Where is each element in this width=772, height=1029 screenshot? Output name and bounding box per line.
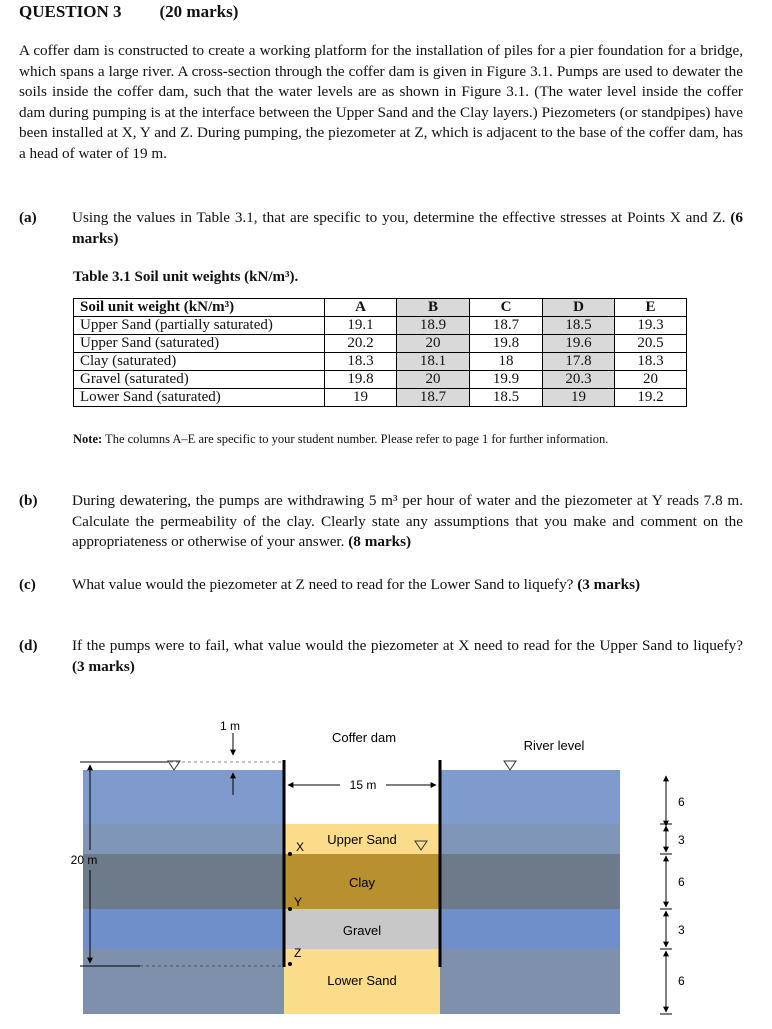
table-cell: 18 xyxy=(470,353,543,371)
table-row xyxy=(74,389,687,407)
point-z-label: Z xyxy=(294,946,302,960)
point-y-marker xyxy=(288,907,292,911)
table-cell: Gravel (saturated) xyxy=(74,371,325,389)
width-dimension-label: 15 m xyxy=(349,778,377,792)
thickness-label: 3 xyxy=(678,833,685,847)
soil-unit-weight-table xyxy=(73,298,687,407)
question-intro: A coffer dam is constructed to create a working platform for the installation of piles for a pier foundation for a bridge, which spans a large river. A cross-section through the coffer dam is given in Figure 3.1. Pumps are used to dewater the soils inside the coffer dam, such that the water levels are as shown in Figure 3.1. (The water level inside the coffer dam during pumping is at the interface between the Upper Sand and the Clay layers.) Piezometers (or standpipes) have been installed at X, Y and Z. During pumping, the piezometer at Z, which is adjacent to the base of the coffer dam, has a head of water of 19 m. xyxy=(19,42,743,162)
point-z-marker xyxy=(288,962,292,966)
table-header-cell: E xyxy=(615,299,687,317)
part-c-marks: (3 marks) xyxy=(577,576,641,593)
part-c-text: What value would the piezometer at Z need to read for the Lower Sand to liquefy? xyxy=(72,576,578,593)
table-cell: 18.9 xyxy=(397,317,470,335)
part-d-text: If the pumps were to fail, what value would the piezometer at X need to read for the Upper Sand to liquefy? xyxy=(72,637,743,654)
table-cell: 20 xyxy=(615,371,687,389)
table-note-label: Note: xyxy=(73,432,103,446)
part-c xyxy=(19,575,743,596)
table-cell: 19.3 xyxy=(615,317,687,335)
part-a-label: (a) xyxy=(19,209,37,226)
right-lower-sand-layer xyxy=(440,949,620,1014)
right-upper-sand-layer xyxy=(440,824,620,854)
table-cell: 18.5 xyxy=(470,389,543,407)
thickness-label: 3 xyxy=(678,923,685,937)
question-heading xyxy=(19,2,238,22)
point-x-marker xyxy=(288,852,292,856)
thickness-label: 6 xyxy=(678,795,685,809)
table-cell: 19.8 xyxy=(470,335,543,353)
table-cell: 18.5 xyxy=(543,317,615,335)
table-cell: Lower Sand (saturated) xyxy=(74,389,325,407)
part-a-text: Using the values in Table 3.1, that are specific to you, determine the effective stresses at Points X and Z. xyxy=(72,209,731,226)
table-cell: 20.2 xyxy=(325,335,397,353)
point-y-label: Y xyxy=(294,895,303,909)
question-marks: (20 marks) xyxy=(159,2,239,21)
lower-sand-label: Lower Sand xyxy=(327,973,397,988)
height-dimension-label: 20 m xyxy=(70,853,98,867)
table-cell: 19 xyxy=(543,389,615,407)
table-header-row xyxy=(74,299,687,317)
table-row xyxy=(74,335,687,353)
water-level-triangle-right xyxy=(504,761,516,770)
table-cell: 19.6 xyxy=(543,335,615,353)
right-water-layer xyxy=(440,770,620,824)
clay-label: Clay xyxy=(348,875,376,890)
right-gravel-layer xyxy=(440,909,620,949)
table-cell: 19 xyxy=(325,389,397,407)
table-cell: 17.8 xyxy=(543,353,615,371)
left-lower-sand-layer xyxy=(83,949,284,1014)
table-header-cell: Soil unit weight (kN/m³) xyxy=(74,299,325,317)
thickness-dimensions xyxy=(660,776,685,1014)
river-level-label: River level xyxy=(523,738,585,753)
part-b-marks: (8 marks) xyxy=(348,533,412,551)
table-cell: 19.1 xyxy=(325,317,397,335)
table-row xyxy=(74,371,687,389)
part-a-marks: (6 marks) xyxy=(72,209,743,247)
table-cell: Clay (saturated) xyxy=(74,353,325,371)
table-row xyxy=(74,317,687,335)
coffer-dam-label: Coffer dam xyxy=(331,730,397,745)
table-header-cell: A xyxy=(325,299,397,317)
part-d xyxy=(19,636,743,677)
thickness-label: 6 xyxy=(678,974,685,988)
table-cell: 20.3 xyxy=(543,371,615,389)
table-row xyxy=(74,353,687,371)
upper-sand-label: Upper Sand xyxy=(327,832,397,847)
table-header-cell: B xyxy=(397,299,470,317)
table-caption: Table 3.1 Soil unit weights (kN/m³). xyxy=(73,269,299,285)
table-cell: Upper Sand (saturated) xyxy=(74,335,325,353)
table-cell: 18.1 xyxy=(397,353,470,371)
part-b-text: During dewatering, the pumps are withdrawing 5 m³ per hour of water and the piezometer at Y reads 7.8 m. Calculate the permeability of the clay. Clearly state any assumptions that you make and comment on the appropriateness or otherwise of your answer. xyxy=(72,492,743,551)
table-cell: Upper Sand (partially saturated) xyxy=(74,317,325,335)
left-clay-layer xyxy=(83,854,284,909)
thickness-label: 6 xyxy=(678,875,685,889)
table-header-cell: C xyxy=(470,299,543,317)
left-upper-sand-layer xyxy=(83,824,284,854)
point-x-label: X xyxy=(296,840,305,854)
left-water-layer xyxy=(83,770,284,824)
coffer-dam-cross-section xyxy=(0,700,772,1024)
table-cell: 19.9 xyxy=(470,371,543,389)
part-b-label: (b) xyxy=(19,492,38,509)
part-c-label: (c) xyxy=(19,576,36,593)
table-cell: 20 xyxy=(397,335,470,353)
table-cell: 19.2 xyxy=(615,389,687,407)
table-cell: 20 xyxy=(397,371,470,389)
table-header-cell: D xyxy=(543,299,615,317)
table-cell: 18.7 xyxy=(470,317,543,335)
table-cell: 20.5 xyxy=(615,335,687,353)
question-title: QUESTION 3 xyxy=(19,2,122,21)
left-gravel-layer xyxy=(83,909,284,949)
table-note-text: The columns A–E are specific to your student number. Please refer to page 1 for further information. xyxy=(102,432,609,446)
right-clay-layer xyxy=(440,854,620,909)
table-cell: 18.3 xyxy=(615,353,687,371)
coffer-dam-figure xyxy=(0,700,772,1029)
table-note xyxy=(73,432,608,447)
part-d-marks: (3 marks) xyxy=(72,657,135,675)
gravel-label: Gravel xyxy=(342,923,382,938)
part-b xyxy=(19,491,743,553)
table-cell: 18.3 xyxy=(325,353,397,371)
part-d-label: (d) xyxy=(19,637,38,654)
gap-dimension-label: 1 m xyxy=(219,719,241,733)
part-a xyxy=(19,208,743,249)
table-cell: 18.7 xyxy=(397,389,470,407)
table-cell: 19.8 xyxy=(325,371,397,389)
